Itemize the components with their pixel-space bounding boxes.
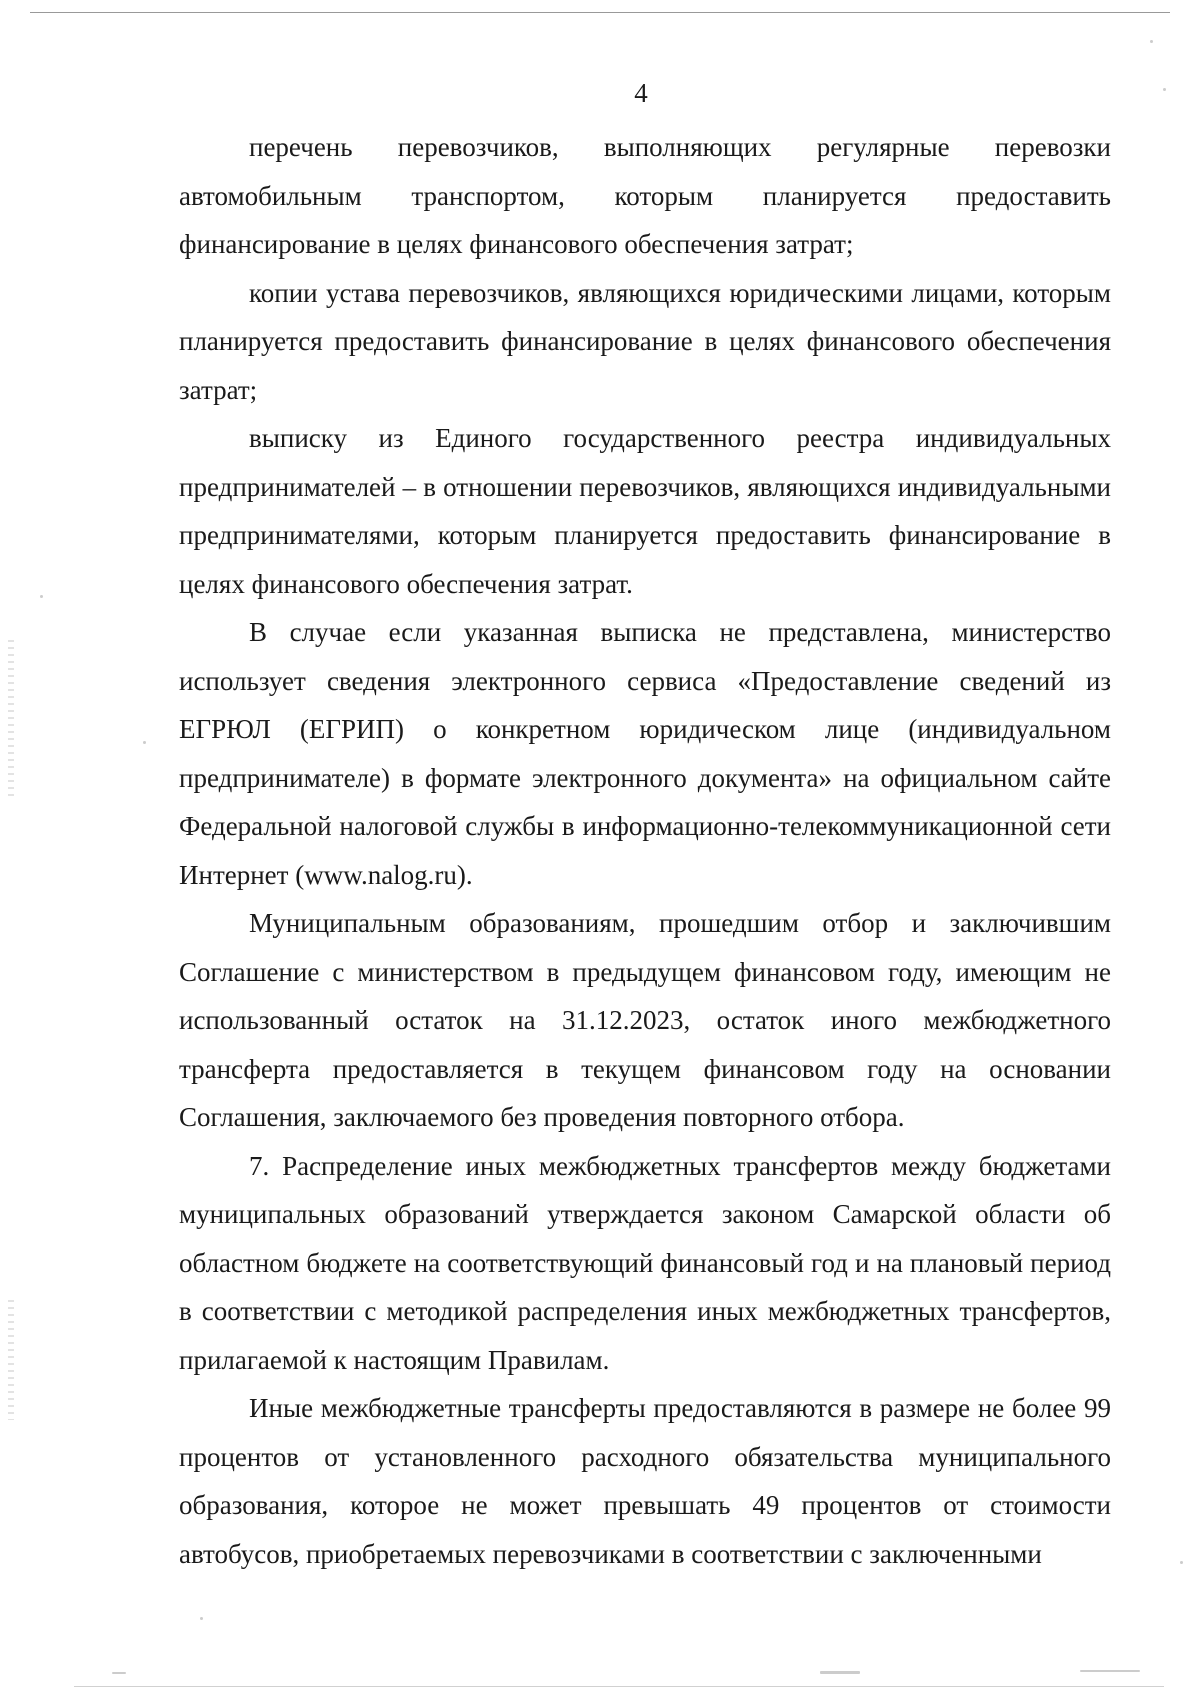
scan-bottom-edge-line bbox=[74, 1686, 1164, 1687]
scan-speck bbox=[112, 1672, 126, 1674]
scan-speck bbox=[1163, 88, 1166, 91]
paragraph-carriers-list: перечень перевозчиков, выполняющих регулярные перевозки автомобильным транспортом, которым планируется предоставить финансирование в целях финансового обеспечения затрат; bbox=[179, 132, 1111, 259]
scan-speck bbox=[820, 1671, 860, 1674]
paragraph-registry-extract: выписку из Единого государственного реестра индивидуальных предпринимателей – в отношении перевозчиков, являющихся индивидуальными предпринимателями, которым планируется предоставить финансирование в целях финансового обеспечения затрат. bbox=[179, 423, 1111, 599]
scan-speck bbox=[1180, 1561, 1183, 1564]
paragraph-unused-balance: Муниципальным образованиям, прошедшим отбор и заключившим Соглашение с министерством в предыдущем финансовом году, имеющим не использованный остаток на 31.12.2023, остаток иного межбюджетного трансферта предоставляется в текущем финансовом году на основании Соглашения, заключаемого без проведения повторного отбора. bbox=[179, 908, 1111, 1132]
paragraph-item-7-distribution: 7. Распределение иных межбюджетных трансфертов между бюджетами муниципальных образований утверждается законом Самарской области об областном бюджете на соответствующий финансовый год и на плановый период в соответствии с методикой распределения иных межбюджетных трансфертов, прилагаемой к настоящим Правилам. bbox=[179, 1150, 1111, 1375]
scan-speck bbox=[1150, 40, 1153, 43]
scan-speck bbox=[143, 741, 146, 744]
scan-speck bbox=[1080, 1670, 1140, 1672]
paragraph-charter-copies: копии устава перевозчиков, являющихся юридическими лицами, которым планируется предоставить финансирование в целях финансового обеспечения затрат; bbox=[179, 277, 1111, 405]
scan-speck bbox=[200, 1617, 203, 1620]
page-number: 4 bbox=[634, 78, 648, 108]
scan-edge-noise bbox=[8, 1300, 14, 1420]
document-body bbox=[179, 123, 1111, 1578]
scan-edge-noise bbox=[8, 640, 14, 800]
scan-speck bbox=[40, 595, 43, 598]
scan-top-edge-line bbox=[30, 12, 1170, 13]
paragraph-transfer-amount: Иные межбюджетные трансферты предоставляются в размере не более 99 процентов от установленного расходного обязательства муниципального образования, которое не может превышать 49 процентов от стоимости автобусов, приобретаемых перевозчиками в соответствии с заключенными bbox=[179, 1393, 1111, 1569]
paragraph-missing-extract: В случае если указанная выписка не представлена, министерство использует сведения электронного сервиса «Предоставление сведений из ЕГРЮЛ (ЕГРИП) о конкретном юридическом лице (индивидуальном предпринимателе) в формате электронного документа» на официальном сайте Федеральной налоговой службы в информационно-телекоммуникационной сети Интернет (www.nalog.ru). bbox=[179, 617, 1111, 890]
